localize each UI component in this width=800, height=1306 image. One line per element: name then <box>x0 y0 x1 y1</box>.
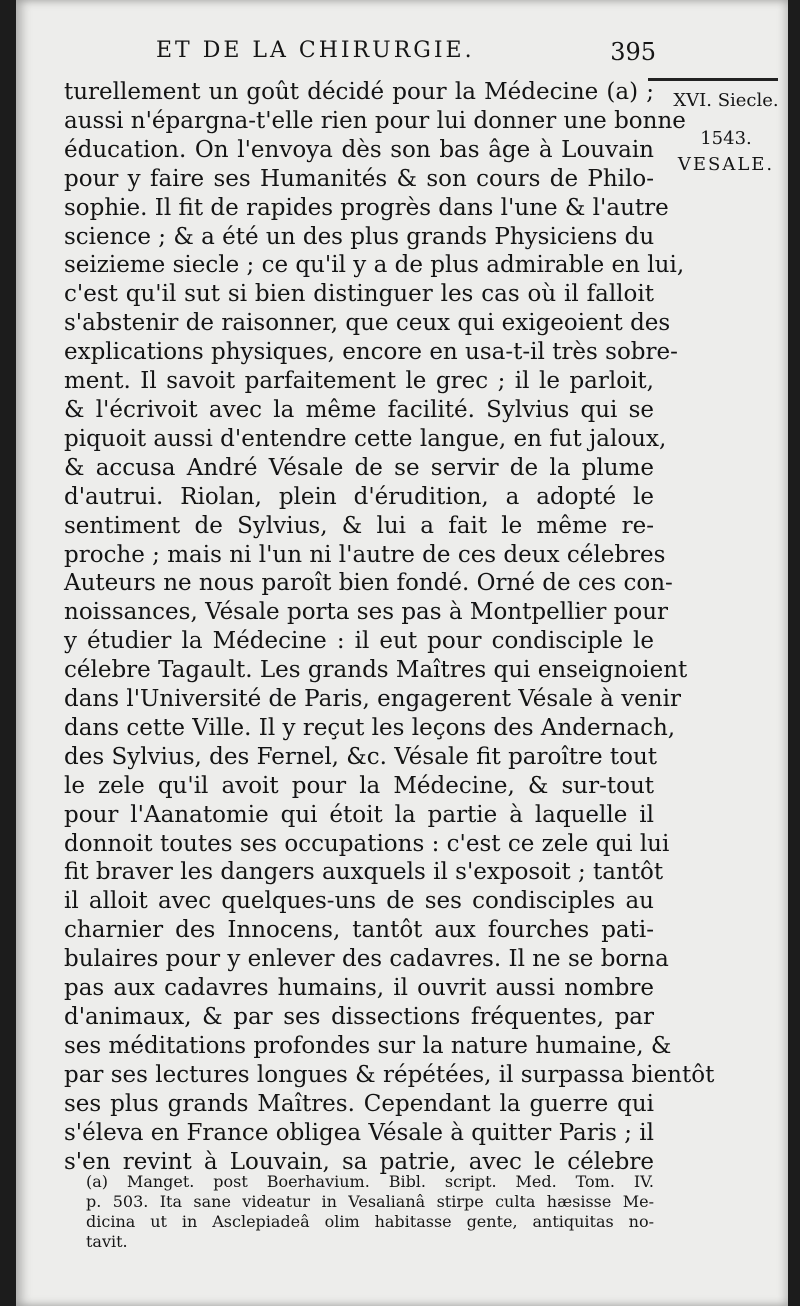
text-line: fit braver les dangers auxquels il s'exposoit ; tantôt <box>64 859 664 886</box>
page-header <box>156 38 656 72</box>
text-line: pas aux cadavres humains, il ouvrit aussi nombre <box>64 975 654 1002</box>
footnote-line: dicina ut in Asclepiadeâ olim habitasse gente, antiquitas no- <box>86 1212 654 1231</box>
text-line: ses méditations profondes sur la nature humaine, & <box>64 1032 672 1059</box>
text-line: c'est qu'il sut si bien distinguer les cas où il falloit <box>64 281 654 308</box>
margin-name: VESALE. <box>677 154 775 175</box>
text-line: Auteurs ne nous paroît bien fondé. Orné de ces con- <box>64 570 673 597</box>
text-line: il alloit avec quelques-uns de ses condisciples au <box>64 888 654 915</box>
text-line: proche ; mais ni l'un ni l'autre de ces deux célebres <box>64 541 666 568</box>
text-line: pour l'Aanatomie qui étoit la partie à laquelle il <box>64 801 654 828</box>
text-line: explications physiques, encore en usa-t-il très sobre- <box>64 339 678 366</box>
text-line: d'animaux, & par ses dissections fréquentes, par <box>64 1004 654 1030</box>
body-text <box>64 78 715 1176</box>
text-line: par ses lectures longues & répétées, il surpassa bientôt <box>64 1061 715 1088</box>
book-page <box>16 0 788 1306</box>
text-line: s'éleva en France obligea Vésale à quitter Paris ; il <box>64 1119 654 1146</box>
text-line: célebre Tagault. Les grands Maîtres qui enseignoient <box>64 657 688 684</box>
text-line: ses plus grands Maîtres. Cependant la guerre qui <box>64 1090 654 1117</box>
text-line: sophie. Il fit de rapides progrès dans l'une & l'autre <box>64 194 669 221</box>
text-line: aussi n'épargna-t'elle rien pour lui donner une bonne <box>64 107 686 134</box>
margin-century: XVI. Siecle. <box>673 90 779 111</box>
text-line: pour y faire ses Humanités & son cours de Philo- <box>64 165 654 192</box>
text-line: & l'écrivoit avec la même facilité. Sylvius qui se <box>64 396 654 423</box>
text-line: bulaires pour y enlever des cadavres. Il ne se borna <box>64 946 669 973</box>
footnote-line: p. 503. Ita sane videatur in Vesalianâ stirpe culta hæsisse Me- <box>86 1192 654 1211</box>
text-line: dans l'Université de Paris, engagerent Vésale à venir <box>64 686 681 713</box>
page-number: 395 <box>610 38 656 66</box>
margin-rule <box>648 78 778 81</box>
text-line: science ; & a été un des plus grands Physiciens du <box>64 223 655 250</box>
text-line: dans cette Ville. Il y reçut les leçons des Andernach, <box>64 714 676 741</box>
text-line: donnoit toutes ses occupations : c'est ce zele qui lui <box>64 830 670 857</box>
text-line: & accusa André Vésale de se servir de la plume <box>64 454 654 481</box>
text-line: ment. Il savoit parfaitement le grec ; il le parloit, <box>64 368 654 395</box>
text-line: s'abstenir de raisonner, que ceux qui exigeoient des <box>64 310 671 337</box>
text-line: noissances, Vésale porta ses pas à Montpellier pour <box>64 599 669 626</box>
text-line: éducation. On l'envoya dès son bas âge à Louvain <box>64 136 654 163</box>
text-line: y étudier la Médecine : il eut pour condisciple le <box>64 628 654 655</box>
text-line: sentiment de Sylvius, & lui a fait le même re- <box>64 512 654 539</box>
footnotes <box>86 1172 654 1252</box>
margin-year: 1543. <box>700 128 752 149</box>
text-line: piquoit aussi d'entendre cette langue, en fut jaloux, <box>64 425 667 452</box>
text-line: charnier des Innocens, tantôt aux fourches pati- <box>64 917 654 944</box>
running-head: ET DE LA CHIRURGIE. <box>156 38 475 63</box>
text-line: seizieme siecle ; ce qu'il y a de plus admirable en lui, <box>64 252 685 279</box>
text-line: turellement un goût décidé pour la Médecine (a) ; <box>64 79 654 105</box>
text-line: d'autrui. Riolan, plein d'érudition, a adopté le <box>64 483 654 510</box>
text-line: s'en revint à Louvain, sa patrie, avec le célebre <box>64 1148 654 1175</box>
text-line: des Sylvius, des Fernel, &c. Vésale fit paroître tout <box>64 743 658 770</box>
text-line: le zele qu'il avoit pour la Médecine, & sur-tout <box>64 772 654 799</box>
footnote-line: (a) Manget. post Boerhavium. Bibl. script. Med. Tom. IV. <box>86 1172 654 1191</box>
footnote-line: tavit. <box>86 1232 128 1251</box>
